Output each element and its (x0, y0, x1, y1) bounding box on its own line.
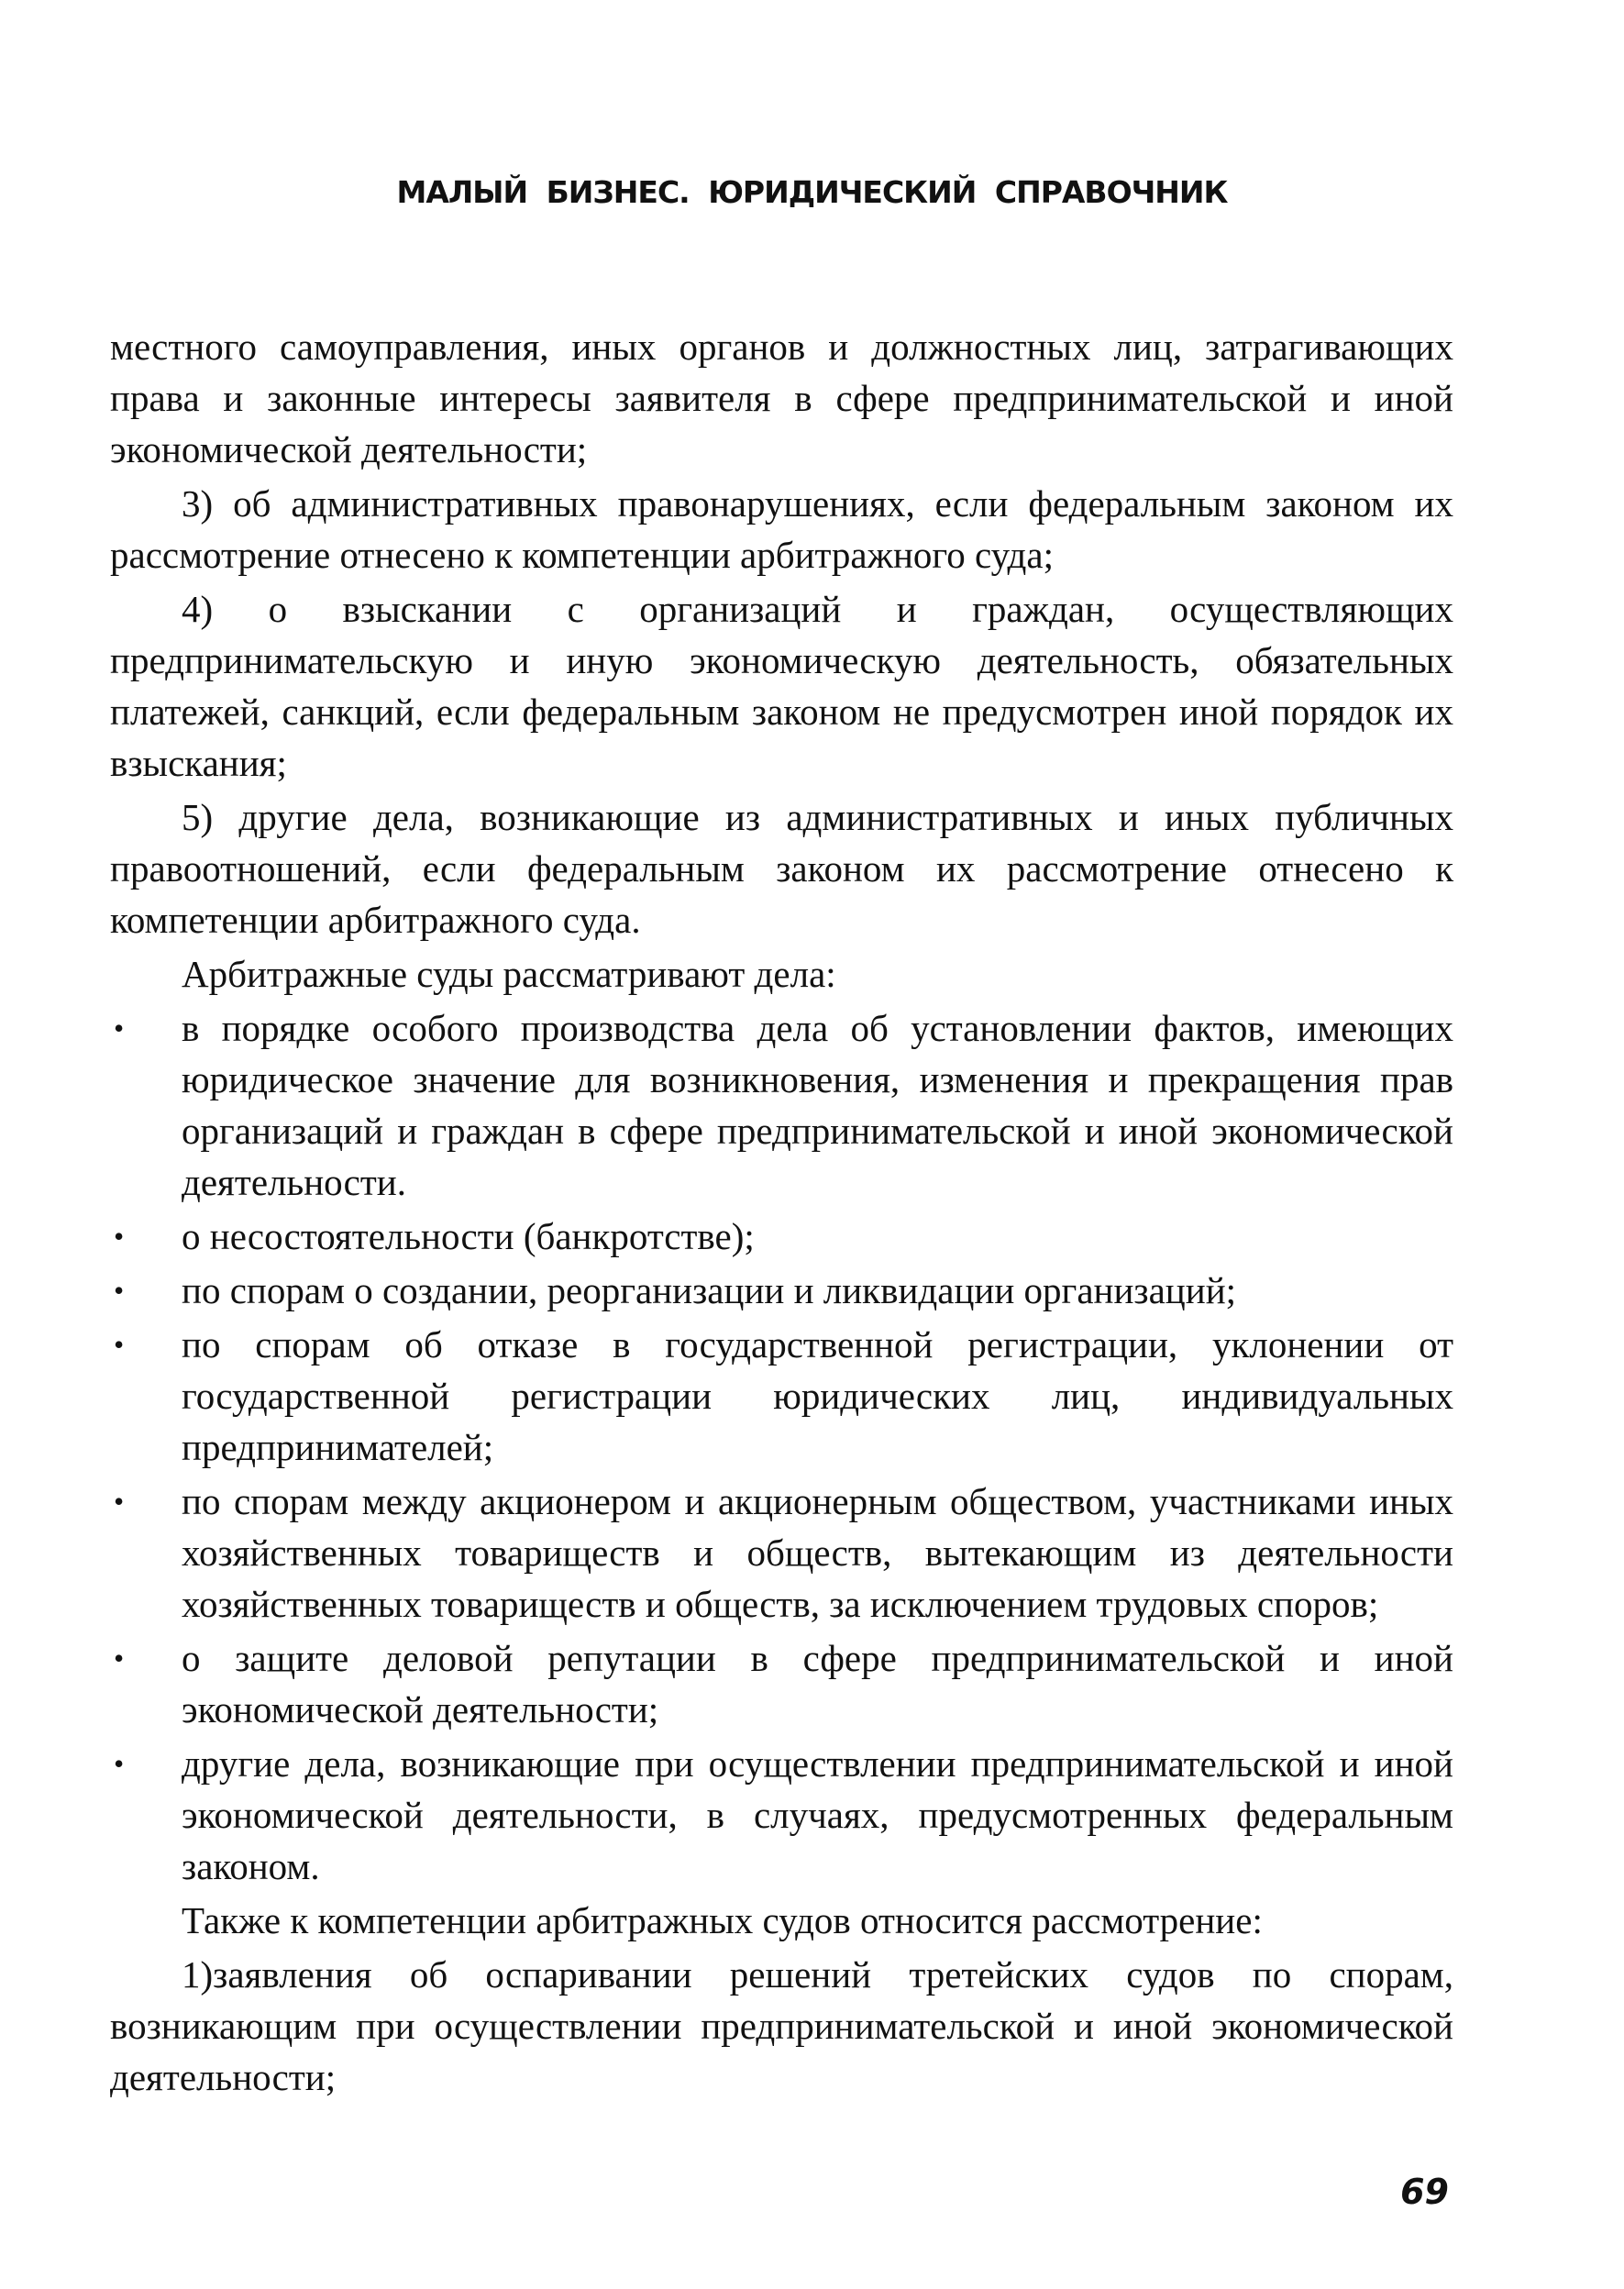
bullet-text: о несостоятельности (банкротстве); (182, 1215, 755, 1257)
bullet-text: в порядке особого производства дела об установлении фактов, имеющих юридическое значение для возникновения, изменения и прекращения прав организаций и граждан в сфере предпринимательской и иной экономической деятельности. (182, 1007, 1453, 1203)
page-number: 69 (1400, 2172, 1449, 2212)
bullet-text: другие дела, возникающие при осуществлении предпринимательской и иной экономической деятельности, в случаях, предусмотренных федеральным законом. (182, 1742, 1453, 1887)
list-item-3: 3) об административных правонарушениях, если федеральным законом их рассмотрение отнесено к компетенции арбитражного суда; (110, 482, 1453, 576)
bullet-icon: • (114, 1328, 125, 1361)
page-body (110, 321, 1453, 2106)
bullet-icon: • (114, 1274, 125, 1307)
bullet-icon: • (114, 1220, 125, 1253)
bullet-text: о защите деловой репутации в сфере предпринимательской и иной экономической деятельности; (182, 1637, 1453, 1731)
bullet-text: по спорам об отказе в государственной регистрации, уклонении от государственной регистрации юридических лиц, индивидуальных предпринимателей; (182, 1323, 1453, 1468)
continuation-paragraph: местного самоуправления, иных органов и должностных лиц, затрагивающих права и законные интересы заявителя в сфере предпринимательской и иной экономической деятельности; (110, 326, 1453, 470)
bullet-icon: • (114, 1485, 125, 1518)
cases-intro: Арбитражные суды рассматривают дела: (182, 953, 836, 995)
list-item-5: 5) другие дела, возникающие из административных и иных публичных правоотношений, если федеральным законом их рассмотрение отнесено к компетенции арбитражного суда. (110, 796, 1453, 941)
bullet-item (110, 1738, 1453, 1892)
bullet-item (110, 1002, 1453, 1208)
list-item-4: 4) о взыскании с организаций и граждан, осуществляющих предпринимательскую и иную экономическую деятельность, обязательных платежей, санкций, если федеральным законом не предусмотрен иной порядок их взыскания; (110, 588, 1453, 784)
bullet-item (110, 1319, 1453, 1473)
bullet-text: по спорам между акционером и акционерным обществом, участниками иных хозяйственных товариществ и обществ, вытекающим из деятельности хозяйственных товариществ и обществ, за исключением трудовых споров; (182, 1480, 1453, 1625)
bullet-item (110, 1632, 1453, 1735)
also-competence-paragraph: Также к компетенции арбитражных судов относится рассмотрение: (182, 1899, 1263, 1941)
bullet-item (110, 1476, 1453, 1630)
running-title: МАЛЫЙ БИЗНЕС. ЮРИДИЧЕСКИЙ СПРАВОЧНИК (396, 174, 1228, 210)
cases-bullet-list (110, 1002, 1453, 1892)
bullet-item (110, 1211, 1453, 1262)
bullet-icon: • (114, 1642, 125, 1675)
bullet-item (110, 1265, 1453, 1316)
bullet-icon: • (114, 1012, 125, 1045)
bullet-text: по спорам о создании, реорганизации и ликвидации организаций; (182, 1269, 1237, 1311)
list-item-1-statements: 1)заявления об оспаривании решений третейских судов по спорам, возникающим при осуществлении предпринимательской и иной экономической деятельности; (110, 1953, 1453, 2098)
bullet-icon: • (114, 1747, 125, 1780)
